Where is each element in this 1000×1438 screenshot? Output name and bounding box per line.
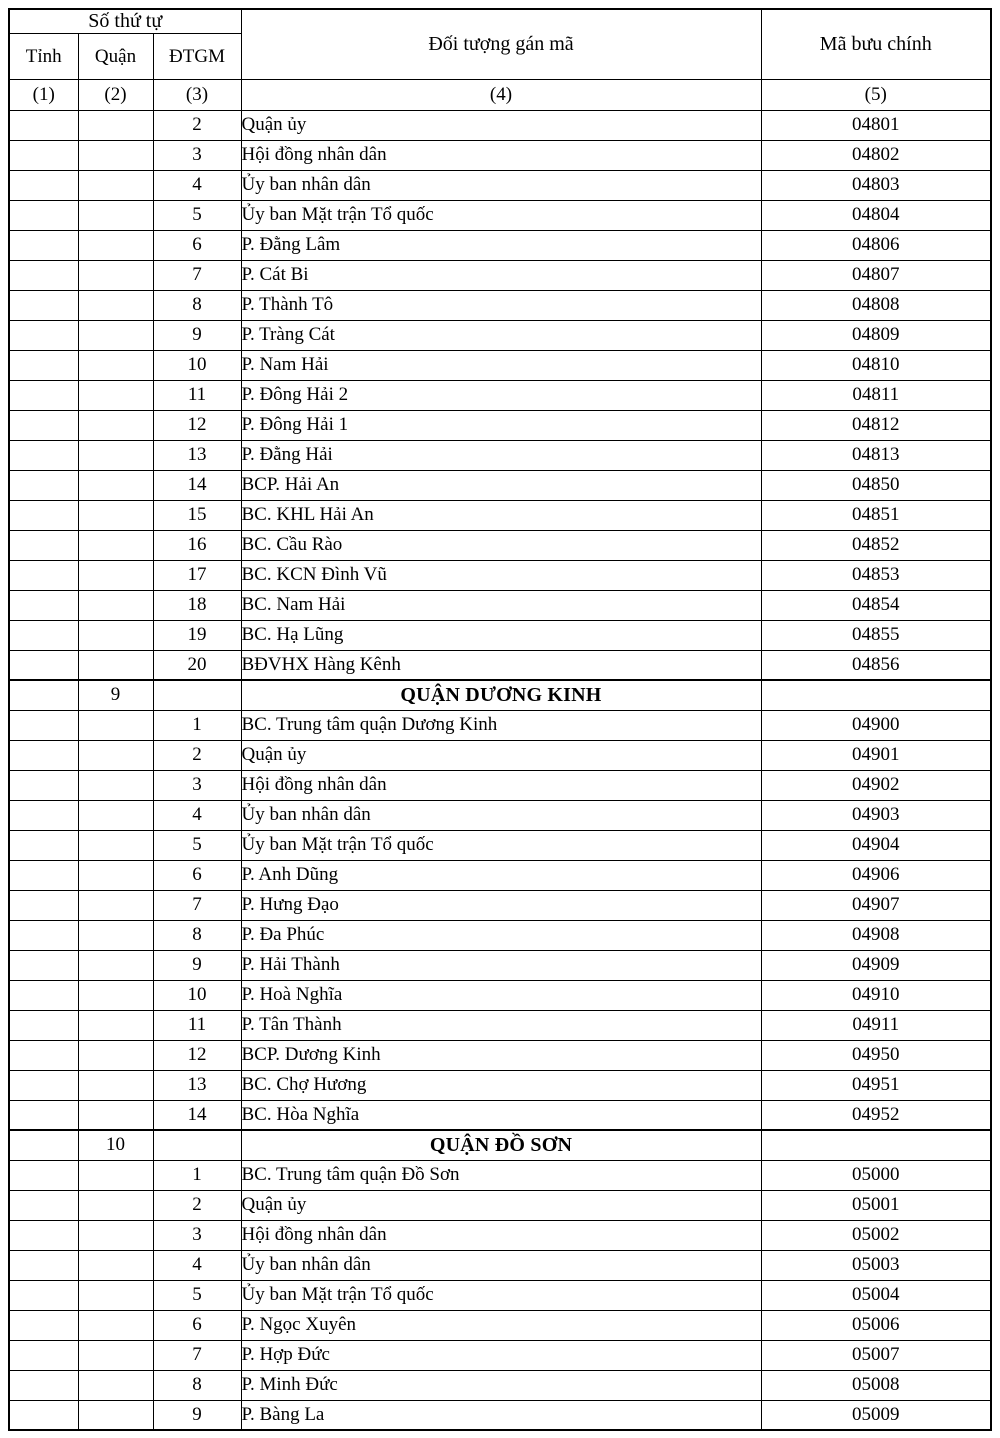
cell-c4: P. Đa Phúc bbox=[241, 920, 761, 950]
cell-c2 bbox=[78, 590, 153, 620]
cell-c1 bbox=[9, 800, 78, 830]
table-row bbox=[9, 1250, 991, 1280]
cell-c5: 04851 bbox=[761, 500, 991, 530]
cell-c3: 8 bbox=[153, 290, 241, 320]
table-section-row bbox=[9, 1130, 991, 1160]
cell-c4: P. Bàng La bbox=[241, 1400, 761, 1430]
cell-c4: P. Nam Hải bbox=[241, 350, 761, 380]
cell-c3: 3 bbox=[153, 1220, 241, 1250]
cell-c5: 04811 bbox=[761, 380, 991, 410]
cell-c2 bbox=[78, 320, 153, 350]
table-row bbox=[9, 380, 991, 410]
cell-c1 bbox=[9, 1370, 78, 1400]
colnum-2: (2) bbox=[78, 79, 153, 110]
cell-c1 bbox=[9, 1190, 78, 1220]
cell-c4: BCP. Hải An bbox=[241, 470, 761, 500]
cell-c1 bbox=[9, 110, 78, 140]
cell-c1 bbox=[9, 350, 78, 380]
header-so-thu-tu: Số thứ tự bbox=[9, 9, 241, 33]
cell-c3: 9 bbox=[153, 950, 241, 980]
cell-c1 bbox=[9, 590, 78, 620]
cell-c4: Ủy ban nhân dân bbox=[241, 1250, 761, 1280]
cell-c4: Ủy ban nhân dân bbox=[241, 800, 761, 830]
cell-c1 bbox=[9, 1010, 78, 1040]
cell-c4: P. Đằng Hải bbox=[241, 440, 761, 470]
cell-c2 bbox=[78, 980, 153, 1010]
cell-c5: 05007 bbox=[761, 1340, 991, 1370]
table-row bbox=[9, 1100, 991, 1130]
cell-c4: P. Cát Bi bbox=[241, 260, 761, 290]
cell-c1 bbox=[9, 440, 78, 470]
cell-c1 bbox=[9, 1310, 78, 1340]
cell-c4: P. Hưng Đạo bbox=[241, 890, 761, 920]
cell-c3: 10 bbox=[153, 980, 241, 1010]
header-row-numbers bbox=[9, 79, 991, 110]
cell-c5: 05002 bbox=[761, 1220, 991, 1250]
cell-c4: P. Tràng Cát bbox=[241, 320, 761, 350]
cell-c3: 16 bbox=[153, 530, 241, 560]
cell-c5: 04903 bbox=[761, 800, 991, 830]
cell-c1 bbox=[9, 200, 78, 230]
cell-c4: BC. Trung tâm quận Dương Kinh bbox=[241, 710, 761, 740]
cell-c2 bbox=[78, 620, 153, 650]
cell-c3: 14 bbox=[153, 1100, 241, 1130]
cell-c5: 05009 bbox=[761, 1400, 991, 1430]
cell-c5: 04808 bbox=[761, 290, 991, 320]
cell-c5: 04855 bbox=[761, 620, 991, 650]
cell-c4: Ủy ban Mặt trận Tổ quốc bbox=[241, 200, 761, 230]
cell-c3: 5 bbox=[153, 1280, 241, 1310]
cell-c1 bbox=[9, 650, 78, 680]
table-row bbox=[9, 290, 991, 320]
cell-c5: 05000 bbox=[761, 1160, 991, 1190]
cell-c3: 3 bbox=[153, 770, 241, 800]
cell-c4: BC. Nam Hải bbox=[241, 590, 761, 620]
cell-c4: P. Minh Đức bbox=[241, 1370, 761, 1400]
cell-c4: QUẬN ĐỒ SƠN bbox=[241, 1130, 761, 1160]
cell-c3: 2 bbox=[153, 110, 241, 140]
cell-c4: BC. KCN Đình Vũ bbox=[241, 560, 761, 590]
cell-c3: 12 bbox=[153, 1040, 241, 1070]
cell-c2 bbox=[78, 800, 153, 830]
table-row bbox=[9, 980, 991, 1010]
cell-c5: 04950 bbox=[761, 1040, 991, 1070]
header-dtgm: ĐTGM bbox=[153, 33, 241, 79]
cell-c2 bbox=[78, 920, 153, 950]
cell-c2 bbox=[78, 1310, 153, 1340]
cell-c2 bbox=[78, 230, 153, 260]
cell-c5: 04804 bbox=[761, 200, 991, 230]
cell-c4: Quận ủy bbox=[241, 1190, 761, 1220]
cell-c4: P. Ngọc Xuyên bbox=[241, 1310, 761, 1340]
cell-c5: 04810 bbox=[761, 350, 991, 380]
cell-c2 bbox=[78, 1370, 153, 1400]
cell-c3: 2 bbox=[153, 740, 241, 770]
cell-c1 bbox=[9, 950, 78, 980]
cell-c1 bbox=[9, 560, 78, 590]
colnum-1: (1) bbox=[9, 79, 78, 110]
cell-c1 bbox=[9, 1100, 78, 1130]
cell-c4: BC. Trung tâm quận Đồ Sơn bbox=[241, 1160, 761, 1190]
cell-c4: P. Đằng Lâm bbox=[241, 230, 761, 260]
cell-c4: P. Hợp Đức bbox=[241, 1340, 761, 1370]
cell-c1 bbox=[9, 1400, 78, 1430]
table-row bbox=[9, 650, 991, 680]
table-row bbox=[9, 620, 991, 650]
cell-c2 bbox=[78, 110, 153, 140]
cell-c5: 04901 bbox=[761, 740, 991, 770]
cell-c3: 9 bbox=[153, 320, 241, 350]
cell-c3: 11 bbox=[153, 380, 241, 410]
cell-c5: 04809 bbox=[761, 320, 991, 350]
postal-code-table bbox=[8, 8, 992, 1431]
table-row bbox=[9, 920, 991, 950]
cell-c1 bbox=[9, 1220, 78, 1250]
cell-c5: 04850 bbox=[761, 470, 991, 500]
table-row bbox=[9, 770, 991, 800]
cell-c4: P. Đông Hải 2 bbox=[241, 380, 761, 410]
cell-c5: 04806 bbox=[761, 230, 991, 260]
cell-c5: 04908 bbox=[761, 920, 991, 950]
cell-c1 bbox=[9, 740, 78, 770]
cell-c2 bbox=[78, 470, 153, 500]
cell-c1 bbox=[9, 140, 78, 170]
cell-c2 bbox=[78, 500, 153, 530]
cell-c3: 1 bbox=[153, 710, 241, 740]
cell-c4: Ủy ban Mặt trận Tổ quốc bbox=[241, 830, 761, 860]
table-row bbox=[9, 1340, 991, 1370]
cell-c1 bbox=[9, 1160, 78, 1190]
cell-c5: 04856 bbox=[761, 650, 991, 680]
cell-c2 bbox=[78, 650, 153, 680]
cell-c2 bbox=[78, 200, 153, 230]
cell-c3: 5 bbox=[153, 830, 241, 860]
cell-c4: BC. KHL Hải An bbox=[241, 500, 761, 530]
cell-c3: 15 bbox=[153, 500, 241, 530]
table-row bbox=[9, 170, 991, 200]
table-row bbox=[9, 350, 991, 380]
cell-c3: 5 bbox=[153, 200, 241, 230]
cell-c4: Hội đồng nhân dân bbox=[241, 1220, 761, 1250]
table-row bbox=[9, 830, 991, 860]
colnum-4: (4) bbox=[241, 79, 761, 110]
cell-c3: 1 bbox=[153, 1160, 241, 1190]
cell-c5: 04853 bbox=[761, 560, 991, 590]
cell-c2 bbox=[78, 1100, 153, 1130]
header-row-group bbox=[9, 9, 991, 33]
cell-c4: P. Thành Tô bbox=[241, 290, 761, 320]
cell-c3: 4 bbox=[153, 1250, 241, 1280]
cell-c2: 10 bbox=[78, 1130, 153, 1160]
cell-c3: 8 bbox=[153, 1370, 241, 1400]
cell-c3: 7 bbox=[153, 1340, 241, 1370]
cell-c5: 04801 bbox=[761, 110, 991, 140]
table-row bbox=[9, 320, 991, 350]
cell-c3: 4 bbox=[153, 800, 241, 830]
cell-c3: 13 bbox=[153, 1070, 241, 1100]
cell-c3: 10 bbox=[153, 350, 241, 380]
table-row bbox=[9, 1040, 991, 1070]
cell-c3: 13 bbox=[153, 440, 241, 470]
cell-c5: 04906 bbox=[761, 860, 991, 890]
cell-c1 bbox=[9, 980, 78, 1010]
cell-c2 bbox=[78, 1220, 153, 1250]
cell-c2 bbox=[78, 350, 153, 380]
cell-c4: P. Đông Hải 1 bbox=[241, 410, 761, 440]
table-row bbox=[9, 1010, 991, 1040]
cell-c1 bbox=[9, 320, 78, 350]
cell-c1 bbox=[9, 1250, 78, 1280]
cell-c3: 6 bbox=[153, 860, 241, 890]
cell-c5: 04900 bbox=[761, 710, 991, 740]
cell-c2 bbox=[78, 740, 153, 770]
cell-c2 bbox=[78, 1010, 153, 1040]
cell-c2 bbox=[78, 170, 153, 200]
cell-c2 bbox=[78, 1070, 153, 1100]
cell-c4: QUẬN DƯƠNG KINH bbox=[241, 680, 761, 710]
table-section-row bbox=[9, 680, 991, 710]
cell-c5: 04803 bbox=[761, 170, 991, 200]
table-row bbox=[9, 230, 991, 260]
cell-c5: 04907 bbox=[761, 890, 991, 920]
table-row bbox=[9, 440, 991, 470]
cell-c1 bbox=[9, 770, 78, 800]
cell-c1 bbox=[9, 260, 78, 290]
cell-c5: 04807 bbox=[761, 260, 991, 290]
table-row bbox=[9, 890, 991, 920]
table-row bbox=[9, 1400, 991, 1430]
cell-c3: 19 bbox=[153, 620, 241, 650]
table-row bbox=[9, 560, 991, 590]
table-row bbox=[9, 740, 991, 770]
cell-c3 bbox=[153, 1130, 241, 1160]
cell-c3: 4 bbox=[153, 170, 241, 200]
cell-c3: 20 bbox=[153, 650, 241, 680]
cell-c2 bbox=[78, 1250, 153, 1280]
table-row bbox=[9, 1220, 991, 1250]
cell-c2 bbox=[78, 950, 153, 980]
cell-c3: 8 bbox=[153, 920, 241, 950]
cell-c2 bbox=[78, 380, 153, 410]
cell-c2 bbox=[78, 1340, 153, 1370]
cell-c4: BĐVHX Hàng Kênh bbox=[241, 650, 761, 680]
cell-c3: 18 bbox=[153, 590, 241, 620]
cell-c1 bbox=[9, 530, 78, 560]
cell-c3: 6 bbox=[153, 1310, 241, 1340]
table-row bbox=[9, 1160, 991, 1190]
cell-c1 bbox=[9, 170, 78, 200]
cell-c2 bbox=[78, 260, 153, 290]
cell-c5: 04904 bbox=[761, 830, 991, 860]
cell-c3: 11 bbox=[153, 1010, 241, 1040]
table-row bbox=[9, 1370, 991, 1400]
cell-c4: Quận ủy bbox=[241, 110, 761, 140]
table-row bbox=[9, 1070, 991, 1100]
cell-c5: 05001 bbox=[761, 1190, 991, 1220]
cell-c4: P. Tân Thành bbox=[241, 1010, 761, 1040]
cell-c4: BC. Hòa Nghĩa bbox=[241, 1100, 761, 1130]
cell-c1 bbox=[9, 1130, 78, 1160]
cell-c5: 05006 bbox=[761, 1310, 991, 1340]
cell-c3: 14 bbox=[153, 470, 241, 500]
table-row bbox=[9, 260, 991, 290]
cell-c1 bbox=[9, 470, 78, 500]
cell-c4: Ủy ban nhân dân bbox=[241, 170, 761, 200]
cell-c2 bbox=[78, 440, 153, 470]
cell-c5 bbox=[761, 1130, 991, 1160]
table-row bbox=[9, 140, 991, 170]
cell-c1 bbox=[9, 620, 78, 650]
table-row bbox=[9, 1280, 991, 1310]
cell-c2 bbox=[78, 770, 153, 800]
cell-c5: 04909 bbox=[761, 950, 991, 980]
cell-c1 bbox=[9, 410, 78, 440]
cell-c3: 2 bbox=[153, 1190, 241, 1220]
cell-c1 bbox=[9, 380, 78, 410]
cell-c2 bbox=[78, 710, 153, 740]
cell-c4: P. Hoà Nghĩa bbox=[241, 980, 761, 1010]
cell-c5: 05008 bbox=[761, 1370, 991, 1400]
header-quan: Quận bbox=[78, 33, 153, 79]
cell-c4: Hội đồng nhân dân bbox=[241, 770, 761, 800]
cell-c2 bbox=[78, 410, 153, 440]
cell-c2: 9 bbox=[78, 680, 153, 710]
table-row bbox=[9, 800, 991, 830]
cell-c4: Quận ủy bbox=[241, 740, 761, 770]
cell-c2 bbox=[78, 1400, 153, 1430]
cell-c4: P. Anh Dũng bbox=[241, 860, 761, 890]
table-row bbox=[9, 470, 991, 500]
cell-c2 bbox=[78, 1280, 153, 1310]
cell-c3: 9 bbox=[153, 1400, 241, 1430]
header-ma-buu-chinh: Mã bưu chính bbox=[761, 9, 991, 79]
cell-c5: 04952 bbox=[761, 1100, 991, 1130]
cell-c3: 6 bbox=[153, 230, 241, 260]
cell-c4: BC. Hạ Lũng bbox=[241, 620, 761, 650]
cell-c3: 7 bbox=[153, 890, 241, 920]
cell-c1 bbox=[9, 680, 78, 710]
cell-c1 bbox=[9, 920, 78, 950]
cell-c2 bbox=[78, 560, 153, 590]
cell-c2 bbox=[78, 530, 153, 560]
cell-c5: 05003 bbox=[761, 1250, 991, 1280]
colnum-5: (5) bbox=[761, 79, 991, 110]
cell-c1 bbox=[9, 1280, 78, 1310]
cell-c1 bbox=[9, 830, 78, 860]
cell-c5: 04802 bbox=[761, 140, 991, 170]
cell-c3: 3 bbox=[153, 140, 241, 170]
cell-c4: BCP. Dương Kinh bbox=[241, 1040, 761, 1070]
cell-c3 bbox=[153, 680, 241, 710]
cell-c4: BC. Cầu Rào bbox=[241, 530, 761, 560]
cell-c4: BC. Chợ Hương bbox=[241, 1070, 761, 1100]
header-tinh: Tỉnh bbox=[9, 33, 78, 79]
cell-c5 bbox=[761, 680, 991, 710]
cell-c3: 7 bbox=[153, 260, 241, 290]
table-header bbox=[9, 9, 991, 110]
cell-c2 bbox=[78, 1160, 153, 1190]
cell-c5: 04951 bbox=[761, 1070, 991, 1100]
cell-c1 bbox=[9, 1070, 78, 1100]
table-row bbox=[9, 860, 991, 890]
table-row bbox=[9, 590, 991, 620]
cell-c5: 04911 bbox=[761, 1010, 991, 1040]
cell-c5: 05004 bbox=[761, 1280, 991, 1310]
cell-c2 bbox=[78, 140, 153, 170]
table-row bbox=[9, 200, 991, 230]
header-doi-tuong-gan-ma: Đối tượng gán mã bbox=[241, 9, 761, 79]
cell-c5: 04813 bbox=[761, 440, 991, 470]
table-row bbox=[9, 1310, 991, 1340]
table-row bbox=[9, 950, 991, 980]
cell-c2 bbox=[78, 1040, 153, 1070]
cell-c1 bbox=[9, 290, 78, 320]
cell-c1 bbox=[9, 1040, 78, 1070]
cell-c3: 12 bbox=[153, 410, 241, 440]
cell-c2 bbox=[78, 830, 153, 860]
table-row bbox=[9, 110, 991, 140]
table-row bbox=[9, 1190, 991, 1220]
cell-c4: Ủy ban Mặt trận Tổ quốc bbox=[241, 1280, 761, 1310]
cell-c5: 04812 bbox=[761, 410, 991, 440]
cell-c1 bbox=[9, 860, 78, 890]
cell-c2 bbox=[78, 290, 153, 320]
cell-c4: Hội đồng nhân dân bbox=[241, 140, 761, 170]
cell-c1 bbox=[9, 890, 78, 920]
cell-c5: 04902 bbox=[761, 770, 991, 800]
cell-c4: P. Hải Thành bbox=[241, 950, 761, 980]
cell-c1 bbox=[9, 230, 78, 260]
cell-c1 bbox=[9, 710, 78, 740]
cell-c2 bbox=[78, 1190, 153, 1220]
table-row bbox=[9, 500, 991, 530]
table-row bbox=[9, 710, 991, 740]
cell-c2 bbox=[78, 890, 153, 920]
colnum-3: (3) bbox=[153, 79, 241, 110]
cell-c1 bbox=[9, 1340, 78, 1370]
cell-c3: 17 bbox=[153, 560, 241, 590]
table-body bbox=[9, 110, 991, 1430]
cell-c5: 04852 bbox=[761, 530, 991, 560]
cell-c2 bbox=[78, 860, 153, 890]
table-row bbox=[9, 410, 991, 440]
cell-c5: 04910 bbox=[761, 980, 991, 1010]
cell-c1 bbox=[9, 500, 78, 530]
table-row bbox=[9, 530, 991, 560]
cell-c5: 04854 bbox=[761, 590, 991, 620]
